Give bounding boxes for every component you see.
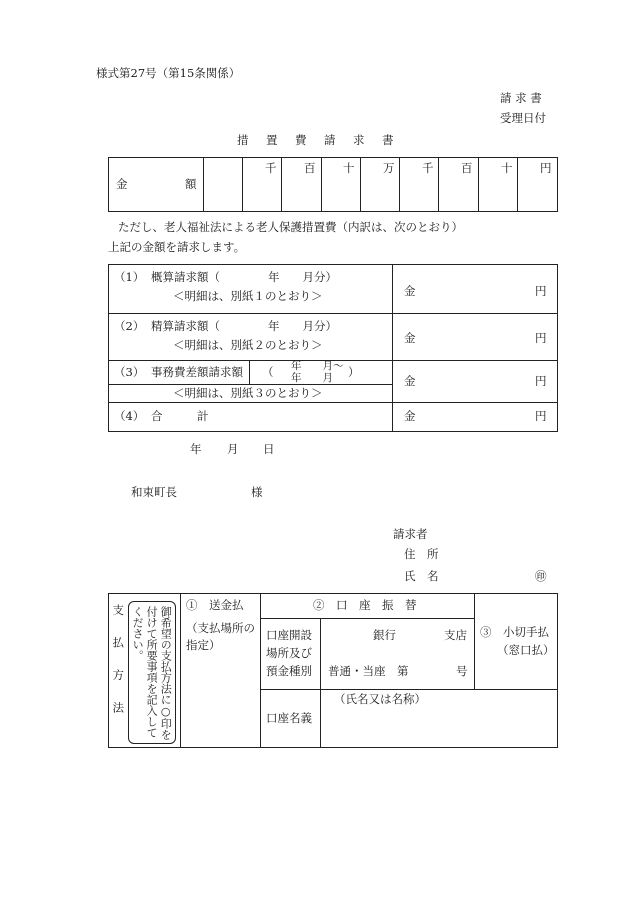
breakdown-kin: 金 [404, 409, 416, 423]
option-check-note: （窓口払） [497, 643, 555, 657]
unit-label: 千 [265, 161, 277, 175]
date-day: 日 [263, 442, 275, 456]
breakdown-detail: ＜明細は、別紙２のとおり＞ [173, 338, 323, 352]
unit-label: 円 [540, 161, 552, 175]
breakdown-detail: ＜明細は、別紙３のとおり＞ [173, 386, 323, 400]
branch-label: 支店 [444, 628, 467, 642]
account-type-label: 普通・当座 第 [328, 664, 409, 678]
account-holder-note: （氏名又は名称） [334, 692, 426, 706]
breakdown-kin: 金 [404, 374, 416, 388]
breakdown-total-label: 合 計 [151, 409, 209, 423]
breakdown-label: 事務費差額請求額 [151, 365, 243, 379]
date-year: 年 [190, 442, 202, 456]
breakdown-label: 精算請求額（ [151, 319, 220, 333]
account-holder-label: 口座名義 [266, 711, 312, 725]
document-type: 請 求 書 [500, 91, 542, 105]
account-location-label: 場所及び [266, 646, 312, 660]
requester-address-label: 住 所 [404, 547, 439, 561]
unit-label: 十 [343, 161, 355, 175]
unit-label: 万 [383, 161, 395, 175]
addressee-name: 和束町長 [131, 485, 177, 499]
unit-label: 百 [461, 161, 473, 175]
breakdown-paren-open: （ [262, 365, 274, 379]
breakdown-yen: 円 [535, 409, 547, 423]
option-remittance-title: ① 送金払 [186, 598, 244, 612]
addressee-honorific: 様 [251, 485, 263, 499]
statement-line-2: 上記の金額を請求します。 [108, 240, 246, 254]
seal-mark: ㊞ [535, 569, 547, 583]
breakdown-no: （3） [114, 365, 145, 379]
breakdown-paren-close: ） [348, 365, 360, 379]
account-location-label: 預金種別 [266, 664, 312, 678]
breakdown-no: （4） [114, 409, 145, 423]
breakdown-period: 年 月分） [268, 270, 337, 284]
breakdown-kin: 金 [404, 284, 416, 298]
date-month: 月 [227, 442, 239, 456]
unit-label: 十 [501, 161, 513, 175]
form-number: 様式第27号（第15条関係） [96, 66, 241, 80]
breakdown-yen: 円 [535, 284, 547, 298]
option-check-title: ③ 小切手払 [480, 625, 549, 639]
breakdown-yen: 円 [535, 331, 547, 345]
payment-side-title: 支払方法 [111, 604, 126, 734]
account-location-label: 口座開設 [266, 628, 312, 642]
requester-label: 請求者 [393, 527, 428, 541]
breakdown-label: 概算請求額（ [151, 270, 220, 284]
option-remittance-note: （支払場所の [186, 621, 255, 635]
unit-label: 百 [304, 161, 316, 175]
breakdown-no: （2） [114, 319, 145, 333]
breakdown-detail: ＜明細は、別紙１のとおり＞ [173, 289, 323, 303]
breakdown-yen: 円 [535, 374, 547, 388]
breakdown-kin: 金 [404, 331, 416, 345]
account-number-label: 号 [456, 664, 468, 678]
amount-label-kin: 金 [116, 177, 128, 191]
breakdown-period-end: 年 月 [291, 372, 333, 384]
amount-label-gaku: 額 [185, 177, 197, 191]
option-remittance-note: 指定） [186, 638, 221, 652]
breakdown-period: 年 月分） [268, 319, 337, 333]
bank-label: 銀行 [373, 628, 396, 642]
payment-side-note: 御希望の支払方法に○印を付けて所要事項を記入してください。 [131, 606, 173, 740]
unit-label: 千 [422, 161, 434, 175]
page-title: 措 置 費 請 求 書 [237, 133, 397, 147]
breakdown-period-start: 年 月〜 [291, 360, 344, 372]
statement-line-1: ただし、老人福祉法による老人保護措置費（内訳は、次のとおり） [118, 220, 463, 234]
received-date-label: 受理日付 [500, 111, 546, 125]
breakdown-no: （1） [114, 270, 145, 284]
option-transfer-title: ② 口 座 振 替 [313, 598, 417, 612]
requester-name-label: 氏 名 [404, 569, 439, 583]
